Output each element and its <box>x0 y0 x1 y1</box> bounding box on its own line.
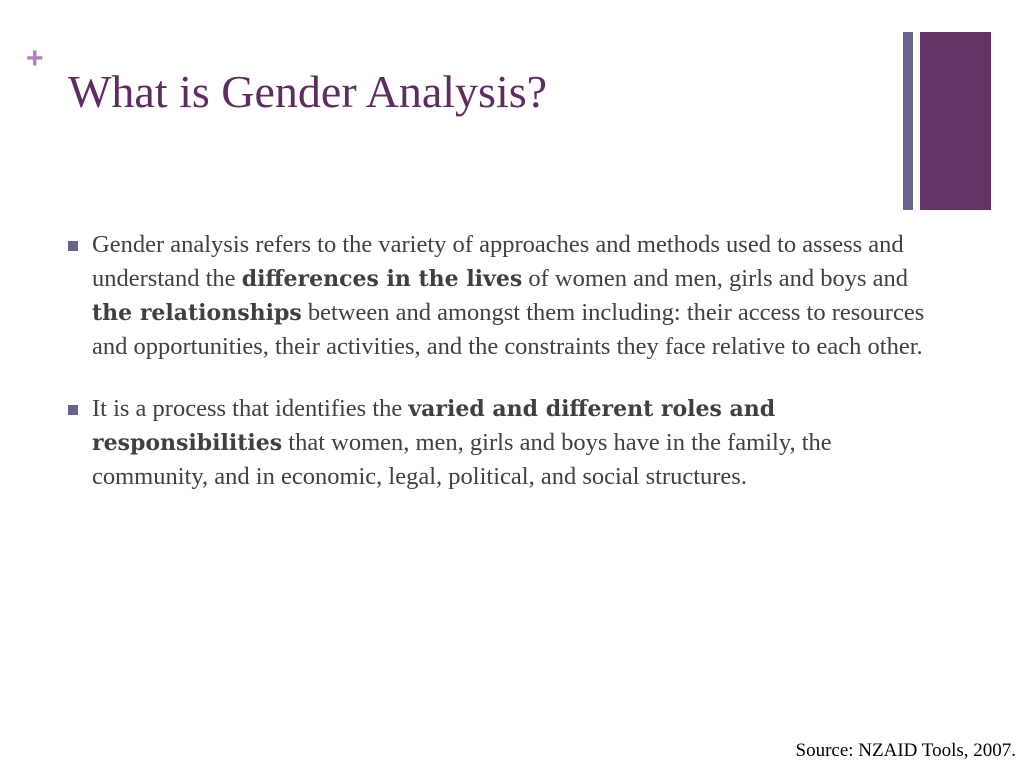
bold-phrase-differences-in-lives: differences in the lives <box>241 266 523 292</box>
text-run: that women, men, girls and boys have in the family, the community, and in economic, legal, political, and social structures. <box>92 429 832 490</box>
square-bullet-icon <box>68 241 78 251</box>
source-citation: Source: NZAID Tools, 2007. <box>795 740 1016 761</box>
bold-phrase-roles-responsibilities: varied and different roles and responsibilities <box>92 396 776 456</box>
decorative-bar-thin <box>903 32 913 210</box>
text-run: of women and men, girls and boys and <box>522 265 909 292</box>
bullet-list <box>66 228 946 494</box>
slide-title: What is Gender Analysis? <box>68 66 548 117</box>
text-run: between and amongst them including: their access to resources and opportunities, their activities, and the constraints they face relative to each other. <box>92 299 925 360</box>
bullet-item-2 <box>66 392 946 494</box>
square-bullet-icon <box>68 405 78 415</box>
text-run: It is a process that identifies the <box>92 395 409 422</box>
plus-icon: + <box>26 42 44 75</box>
bullet-text-2 <box>92 395 832 490</box>
bullet-item-1 <box>66 228 946 364</box>
bullet-text-1 <box>92 231 924 360</box>
bold-phrase-relationships: the relationships <box>92 300 302 326</box>
decorative-bar-thick <box>920 32 991 210</box>
text-run: Gender analysis refers to the variety of approaches and methods used to assess and understand the <box>92 231 904 292</box>
